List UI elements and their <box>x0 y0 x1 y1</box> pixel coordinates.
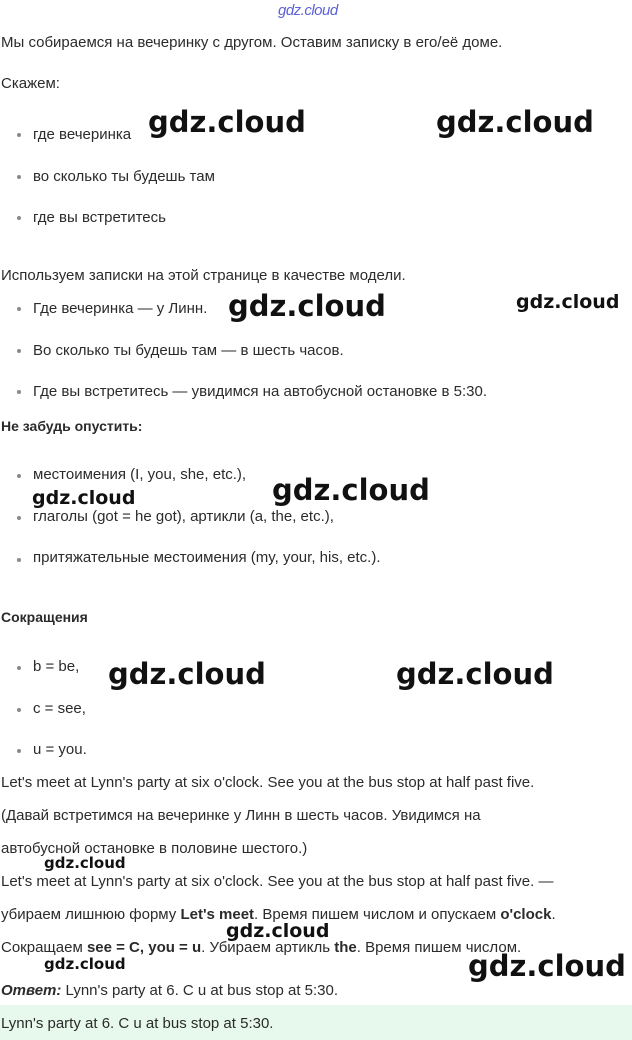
list-item: где вечеринка <box>33 126 132 143</box>
bullet-icon <box>17 349 21 353</box>
bullet-icon <box>17 307 21 311</box>
answer-box-text: Lynn's party at 6. C u at bus stop at 5:30. <box>1 1015 274 1032</box>
say-label: Скажем: <box>1 75 60 92</box>
watermark: gdz.cloud <box>436 105 594 139</box>
answer-line <box>1 982 338 1000</box>
watermark: gdz.cloud <box>44 955 126 973</box>
list-item: во сколько ты будешь там <box>33 168 215 185</box>
bullet-icon <box>17 708 21 712</box>
watermark: gdz.cloud <box>516 291 620 313</box>
abbr-heading: Сокращения <box>1 609 88 625</box>
explain-bold: o'clock <box>500 906 552 923</box>
explain-text: . Убираем артикль <box>201 939 335 956</box>
list-item: u = you. <box>33 741 87 758</box>
explain-text: . Время пишем числом. <box>356 939 522 956</box>
watermark: gdz.cloud <box>32 487 136 509</box>
explain-text: . <box>551 906 556 923</box>
explain-bold: Let's meet <box>180 906 255 923</box>
answer-box <box>0 1005 632 1040</box>
watermark: gdz.cloud <box>44 854 126 872</box>
list-item: c = see, <box>33 700 86 717</box>
list-item: глаголы (got = he got), артикли (a, the, etc.), <box>33 508 334 525</box>
list-item: Во сколько ты будешь там — в шесть часов. <box>33 342 344 359</box>
bullet-icon <box>17 558 21 562</box>
watermark: gdz.cloud <box>396 657 554 691</box>
bullet-icon <box>17 175 21 179</box>
bullet-icon <box>17 216 21 220</box>
watermark: gdz.cloud <box>148 105 306 139</box>
list-item: Где вечеринка — у Линн. <box>33 300 208 317</box>
explain-text: . Время пишем числом и опускаем <box>254 906 501 923</box>
watermark: gdz.cloud <box>226 920 330 942</box>
list-item: где вы встретитесь <box>33 209 166 226</box>
bullet-icon <box>17 390 21 394</box>
watermark: gdz.cloud <box>272 473 430 507</box>
bullet-icon <box>17 516 21 520</box>
explain-line: Let's meet at Lynn's party at six o'clock. See you at the bus stop at half past five. — <box>1 873 554 890</box>
translation-line: автобусной остановке в половине шестого.) <box>1 840 308 857</box>
bullet-icon <box>17 133 21 137</box>
intro-text: Мы собираемся на вечеринку с другом. Оставим записку в его/её доме. <box>1 34 503 51</box>
top-watermark: gdz.cloud <box>278 2 338 19</box>
bullet-icon <box>17 474 21 478</box>
list-item: местоимения (I, you, she, etc.), <box>33 466 247 483</box>
list-item: Где вы встретитесь — увидимся на автобусной остановке в 5:30. <box>33 383 487 400</box>
explain-text: убираем лишнюю форму <box>1 906 181 923</box>
explain-bold: see = C, you = u <box>86 939 202 956</box>
answer-label: Ответ: <box>1 982 62 999</box>
omit-heading: Не забудь опустить: <box>1 418 143 434</box>
list-item: притяжательные местоимения (my, your, his, etc.). <box>33 549 381 566</box>
translation-line: (Давай встретимся на вечеринке у Линн в шесть часов. Увидимся на <box>1 807 481 824</box>
explain-text: Сокращаем <box>1 939 87 956</box>
watermark: gdz.cloud <box>228 289 386 323</box>
full-note: Let's meet at Lynn's party at six o'clock. See you at the bus stop at half past five. <box>1 774 535 791</box>
model-intro: Используем записки на этой странице в качестве модели. <box>1 267 406 284</box>
watermark: gdz.cloud <box>468 949 626 983</box>
explain-bold: the <box>334 939 357 956</box>
watermark: gdz.cloud <box>108 657 266 691</box>
bullet-icon <box>17 666 21 670</box>
list-item: b = be, <box>33 658 80 675</box>
bullet-icon <box>17 749 21 753</box>
answer-text: Lynn's party at 6. C u at bus stop at 5:30. <box>61 982 339 999</box>
